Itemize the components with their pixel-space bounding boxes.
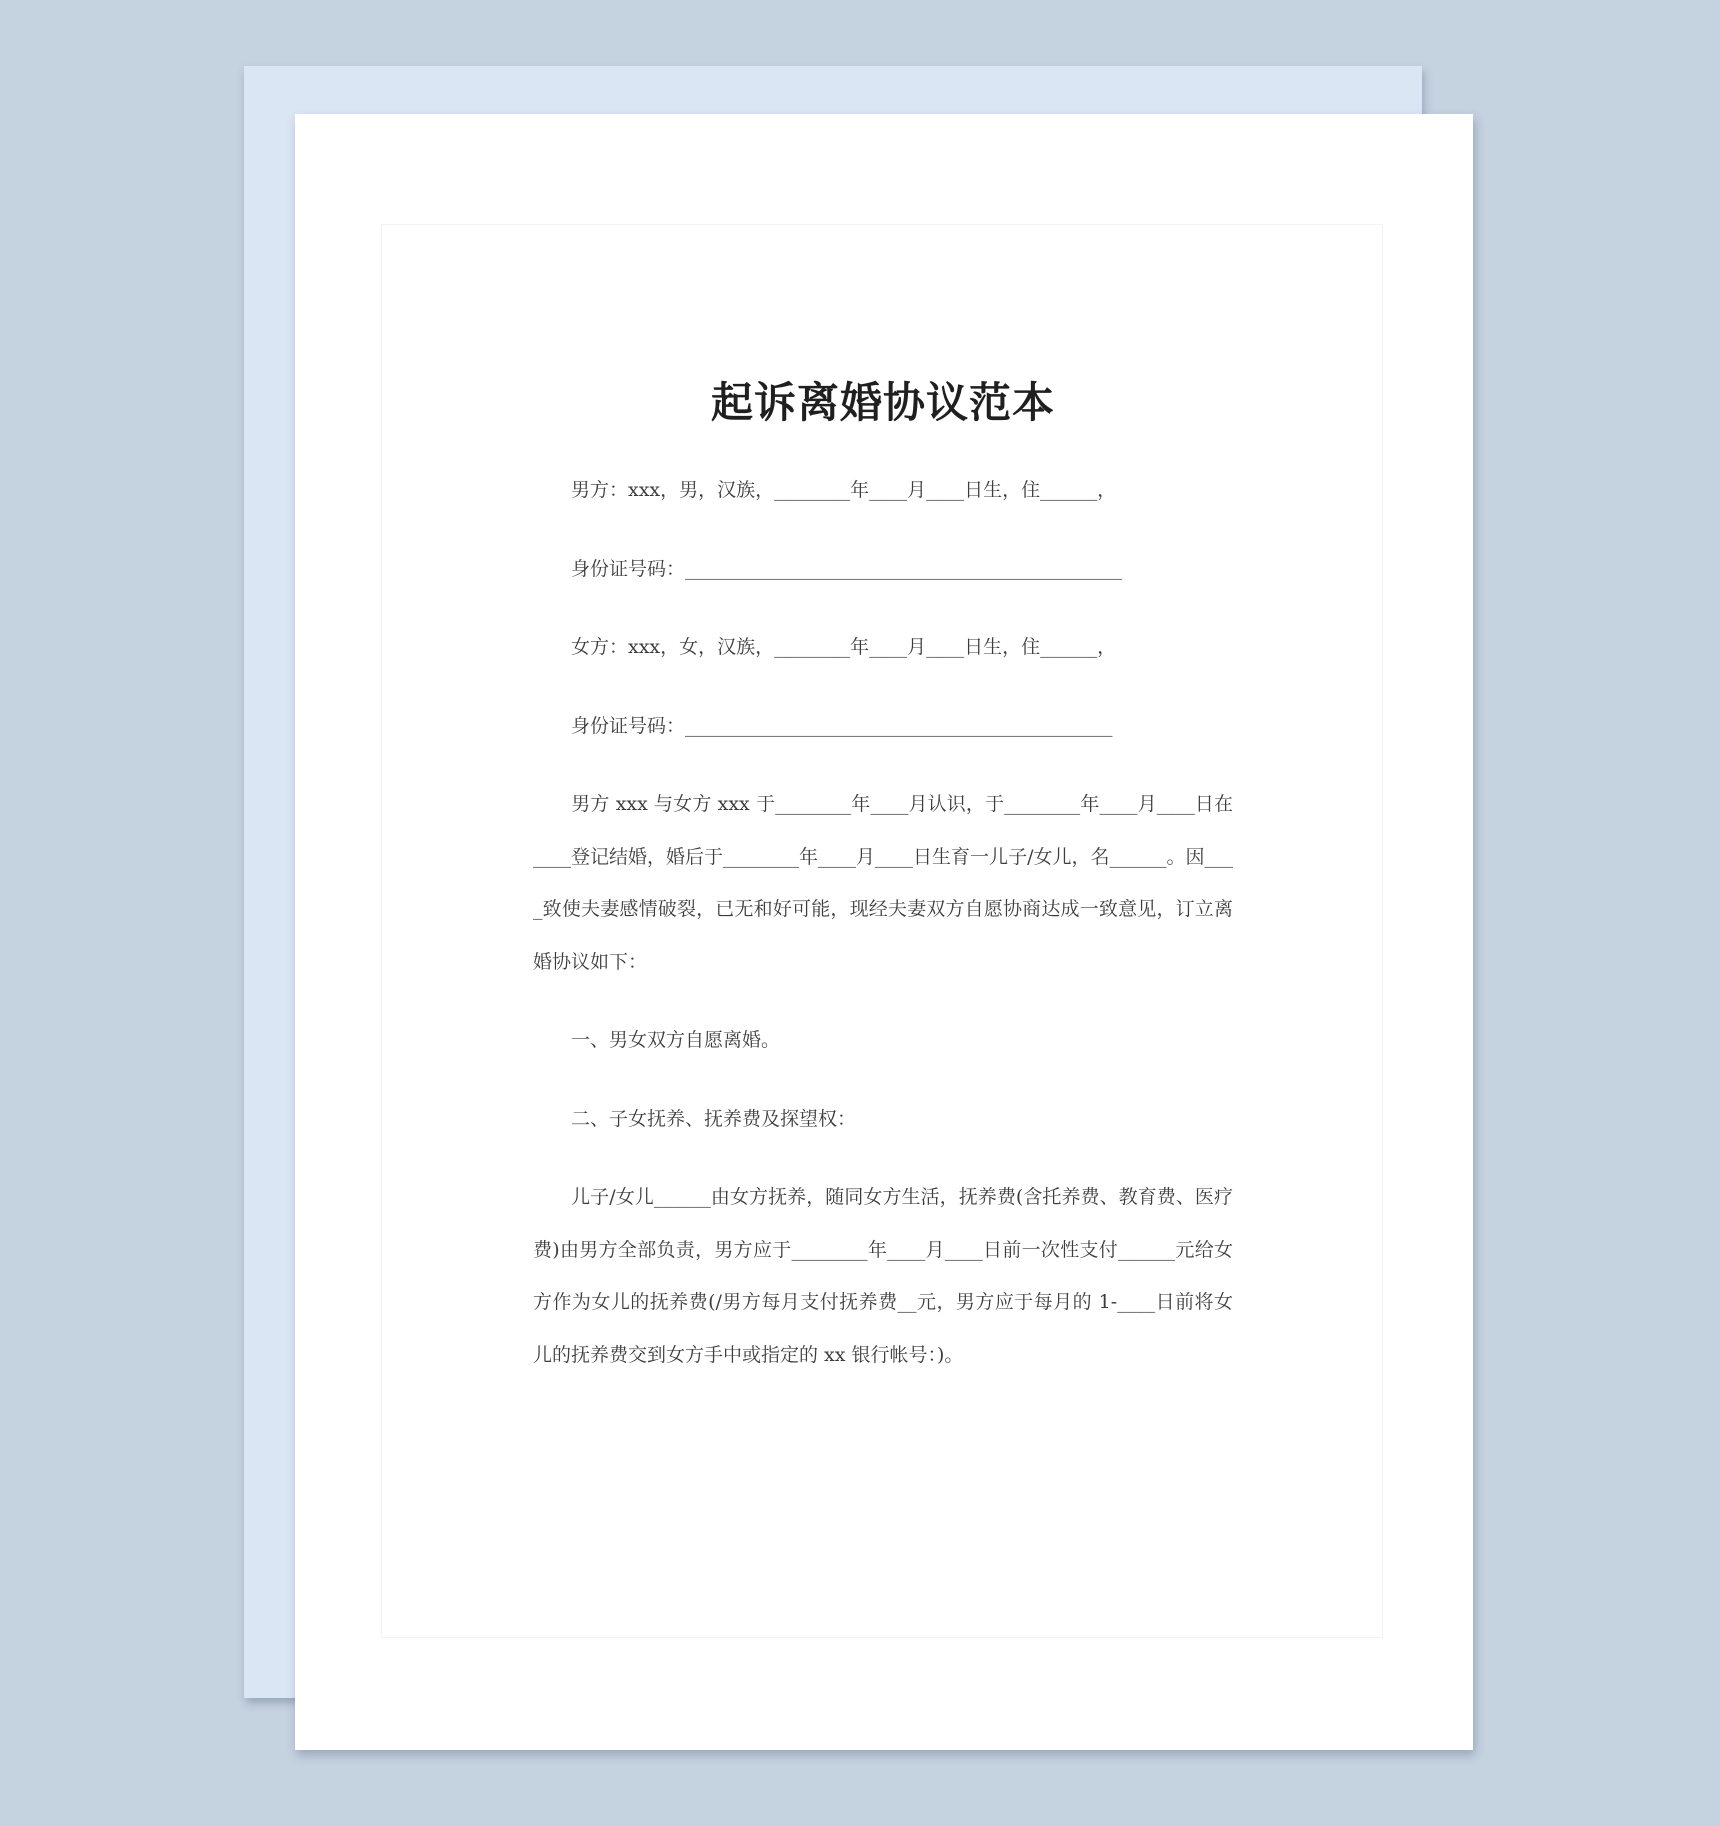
document-content: [533, 378, 1233, 1407]
clause-one: 一、男女双方自愿离婚。: [533, 1029, 781, 1051]
document-title: 起诉离婚协议范本: [710, 378, 1055, 427]
male-id-number: 身份证号码：______________________________________________: [533, 557, 1123, 580]
female-party-info: 女方：xxx，女，汉族，________年____月____日生，住______，: [533, 636, 1117, 658]
female-id-number: 身份证号码：_____________________________________________: [533, 714, 1113, 737]
clause-two-heading: 二、子女抚养、抚养费及探望权：: [533, 1107, 857, 1130]
child-support-paragraph: 儿子/女儿______由女方抚养，随同女方生活，抚养费(含托养费、教育费、医疗费)由男方全部负责，男方应于________年____月____日前一次性支付______元给女方作为女儿的抚养费(/男方每月支付抚养费__元，男方应于每月的 1-____日前将女儿的抚养费交到女方手中或指定的 xx 银行帐号：)。: [533, 1186, 1233, 1366]
marriage-background-paragraph: 男方 xxx 与女方 xxx 于________年____月认识，于________年____月____日在____登记结婚，婚后于________年____月____日生育一儿子/女儿，名______。因____致使夫妻感情破裂，已无和好可能，现经夫妻双方自愿协商达成一致意见，订立离婚协议如下：: [533, 793, 1233, 973]
document-page: [295, 114, 1473, 1750]
male-party-info: 男方：xxx，男，汉族，________年____月____日生，住______，: [533, 479, 1117, 501]
document-body: [533, 464, 1233, 1381]
